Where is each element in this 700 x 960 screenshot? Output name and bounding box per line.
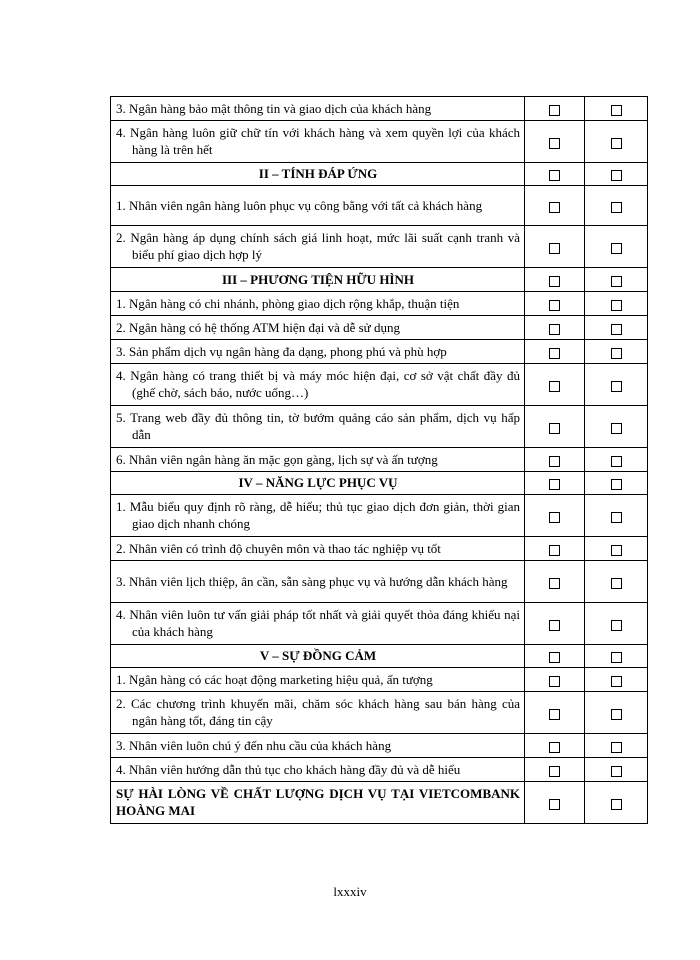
survey-item-row: [111, 668, 648, 692]
section-header-row: [111, 645, 648, 668]
question-text: 3. Ngân hàng bảo mật thông tin và giao dịch của khách hàng: [116, 100, 432, 116]
survey-item-row: [111, 561, 648, 603]
question-text: 1. Nhân viên ngân hàng luôn phục vụ công bằng với tất cả khách hàng: [116, 197, 483, 213]
checkbox-cell-col-1: [525, 668, 585, 692]
checkbox-square-icon[interactable]: [549, 456, 560, 467]
survey-item-row: [111, 97, 648, 121]
question-cell: [111, 316, 525, 340]
survey-item-row: [111, 292, 648, 316]
question-cell: [111, 406, 525, 448]
survey-item-row: [111, 340, 648, 364]
checkbox-cell-col-2: [585, 645, 648, 668]
question-text: 4. Nhân viên luôn tư vấn giải pháp tốt nhất và giải quyết thỏa đáng khiếu nại của khách hàng: [116, 607, 520, 639]
checkbox-square-icon[interactable]: [611, 620, 622, 631]
checkbox-square-icon[interactable]: [611, 456, 622, 467]
question-cell: [111, 603, 525, 645]
survey-item-row: [111, 406, 648, 448]
checkbox-cell-col-2: [585, 121, 648, 163]
question-text: 4. Nhân viên hướng dẫn thủ tục cho khách hàng đầy đủ và dễ hiểu: [116, 761, 461, 777]
question-text: 3. Nhân viên luôn chú ý đến nhu cầu của khách hàng: [116, 737, 392, 753]
page-number: lxxxiv: [333, 884, 367, 899]
checkbox-cell-col-2: [585, 495, 648, 537]
question-cell: [111, 758, 525, 782]
question-cell: [111, 495, 525, 537]
checkbox-square-icon[interactable]: [611, 243, 622, 254]
question-text: 3. Nhân viên lịch thiệp, ân cần, sẵn sàng phục vụ và hướng dẫn khách hàng: [116, 573, 508, 589]
question-cell: [111, 537, 525, 561]
checkbox-square-icon[interactable]: [549, 799, 560, 810]
checkbox-square-icon[interactable]: [611, 423, 622, 434]
question-text: 1. Ngân hàng có các hoạt động marketing hiệu quả, ấn tượng: [116, 671, 433, 687]
question-cell: [111, 364, 525, 406]
question-text: 4. Ngân hàng luôn giữ chữ tín với khách hàng và xem quyền lợi của khách hàng là trên hết: [116, 125, 520, 157]
checkbox-cell-col-1: [525, 782, 585, 824]
checkbox-cell-col-2: [585, 448, 648, 472]
checkbox-cell-col-1: [525, 448, 585, 472]
checkbox-square-icon[interactable]: [611, 381, 622, 392]
question-cell: [111, 186, 525, 226]
checkbox-cell-col-1: [525, 97, 585, 121]
checkbox-square-icon[interactable]: [549, 620, 560, 631]
checkbox-cell-col-1: [525, 340, 585, 364]
checkbox-square-icon[interactable]: [549, 423, 560, 434]
checkbox-cell-col-2: [585, 692, 648, 734]
checkbox-cell-col-1: [525, 603, 585, 645]
question-text: 2. Ngân hàng áp dụng chính sách giá linh hoạt, mức lãi suất cạnh tranh và biểu phí giao dịch hợp lý: [116, 230, 520, 262]
checkbox-cell-col-2: [585, 292, 648, 316]
survey-item-row: [111, 186, 648, 226]
checkbox-cell-col-2: [585, 668, 648, 692]
checkbox-cell-col-2: [585, 163, 648, 186]
question-text: 1. Ngân hàng có chi nhánh, phòng giao dịch rộng khắp, thuận tiện: [116, 295, 460, 311]
survey-item-row: [111, 734, 648, 758]
checkbox-cell-col-1: [525, 561, 585, 603]
checkbox-square-icon[interactable]: [549, 202, 560, 213]
survey-item-row: [111, 758, 648, 782]
checkbox-square-icon[interactable]: [611, 766, 622, 777]
checkbox-square-icon[interactable]: [611, 545, 622, 556]
question-text: 1. Mẫu biểu quy định rõ ràng, dễ hiểu; thủ tục giao dịch đơn giản, thời gian giao dịch nhanh chóng: [116, 499, 520, 531]
question-cell: [111, 448, 525, 472]
section-title: III – PHƯƠNG TIỆN HỮU HÌNH: [221, 271, 414, 287]
checkbox-cell-col-1: [525, 495, 585, 537]
checkbox-square-icon[interactable]: [549, 276, 560, 287]
checkbox-square-icon[interactable]: [611, 799, 622, 810]
question-cell: [111, 782, 525, 824]
question-text: 2. Các chương trình khuyến mãi, chăm sóc khách hàng sau bán hàng của ngân hàng tốt, đáng tin cậy: [116, 696, 520, 728]
checkbox-cell-col-2: [585, 186, 648, 226]
question-cell: [111, 268, 525, 292]
checkbox-square-icon[interactable]: [611, 324, 622, 335]
checkbox-square-icon[interactable]: [549, 381, 560, 392]
checkbox-cell-col-1: [525, 758, 585, 782]
question-text: 2. Nhân viên có trình độ chuyên môn và thao tác nghiệp vụ tốt: [116, 540, 441, 556]
summary-row: [111, 782, 648, 824]
checkbox-cell-col-2: [585, 406, 648, 448]
checkbox-square-icon[interactable]: [549, 578, 560, 589]
checkbox-cell-col-2: [585, 603, 648, 645]
checkbox-square-icon[interactable]: [611, 578, 622, 589]
section-title: II – TÍNH ĐÁP ỨNG: [258, 166, 378, 181]
section-title: V – SỰ ĐỒNG CẢM: [259, 648, 377, 663]
survey-table: [110, 96, 648, 824]
checkbox-cell-col-2: [585, 537, 648, 561]
checkbox-cell-col-2: [585, 561, 648, 603]
checkbox-cell-col-2: [585, 472, 648, 495]
checkbox-cell-col-2: [585, 268, 648, 292]
checkbox-square-icon[interactable]: [611, 479, 622, 490]
checkbox-cell-col-1: [525, 121, 585, 163]
checkbox-cell-col-2: [585, 758, 648, 782]
checkbox-square-icon[interactable]: [549, 348, 560, 359]
checkbox-square-icon[interactable]: [611, 276, 622, 287]
question-cell: [111, 561, 525, 603]
question-cell: [111, 734, 525, 758]
checkbox-cell-col-2: [585, 97, 648, 121]
checkbox-square-icon[interactable]: [611, 348, 622, 359]
checkbox-square-icon[interactable]: [611, 138, 622, 149]
survey-item-row: [111, 692, 648, 734]
question-cell: [111, 340, 525, 364]
checkbox-square-icon[interactable]: [549, 324, 560, 335]
checkbox-cell-col-1: [525, 268, 585, 292]
question-cell: [111, 121, 525, 163]
checkbox-square-icon[interactable]: [549, 105, 560, 116]
question-cell: [111, 668, 525, 692]
survey-item-row: [111, 603, 648, 645]
checkbox-cell-col-1: [525, 364, 585, 406]
checkbox-cell-col-1: [525, 734, 585, 758]
checkbox-square-icon[interactable]: [549, 170, 560, 181]
checkbox-cell-col-1: [525, 316, 585, 340]
checkbox-cell-col-1: [525, 472, 585, 495]
checkbox-square-icon[interactable]: [549, 766, 560, 777]
section-header-row: [111, 163, 648, 186]
question-text: 6. Nhân viên ngân hàng ăn mặc gọn gàng, lịch sự và ấn tượng: [116, 451, 438, 467]
survey-item-row: [111, 364, 648, 406]
checkbox-square-icon[interactable]: [611, 202, 622, 213]
checkbox-square-icon[interactable]: [549, 512, 560, 523]
checkbox-square-icon[interactable]: [611, 105, 622, 116]
question-cell: [111, 692, 525, 734]
checkbox-cell-col-2: [585, 782, 648, 824]
section-header-row: [111, 268, 648, 292]
section-header-row: [111, 472, 648, 495]
checkbox-square-icon[interactable]: [611, 512, 622, 523]
question-cell: [111, 163, 525, 186]
survey-item-row: [111, 226, 648, 268]
checkbox-cell-col-1: [525, 186, 585, 226]
checkbox-square-icon[interactable]: [549, 676, 560, 687]
question-cell: [111, 292, 525, 316]
checkbox-square-icon[interactable]: [549, 709, 560, 720]
checkbox-square-icon[interactable]: [611, 742, 622, 753]
survey-item-row: [111, 537, 648, 561]
question-cell: [111, 97, 525, 121]
checkbox-square-icon[interactable]: [549, 138, 560, 149]
checkbox-cell-col-1: [525, 163, 585, 186]
section-title: IV – NĂNG LỰC PHỤC VỤ: [238, 475, 398, 490]
checkbox-cell-col-1: [525, 645, 585, 668]
checkbox-square-icon[interactable]: [549, 742, 560, 753]
checkbox-square-icon[interactable]: [549, 545, 560, 556]
checkbox-square-icon[interactable]: [611, 652, 622, 663]
survey-table-body: [111, 97, 648, 824]
checkbox-square-icon[interactable]: [611, 709, 622, 720]
question-text: 4. Ngân hàng có trang thiết bị và máy móc hiện đại, cơ sở vật chất đầy đủ (ghế chờ, sách báo, nước uống…): [116, 368, 520, 400]
checkbox-square-icon[interactable]: [611, 300, 622, 311]
question-cell: [111, 226, 525, 268]
checkbox-square-icon[interactable]: [611, 676, 622, 687]
question-cell: [111, 645, 525, 668]
checkbox-cell-col-2: [585, 734, 648, 758]
survey-item-row: [111, 316, 648, 340]
summary-label: SỰ HÀI LÒNG VỀ CHẤT LƯỢNG DỊCH VỤ TẠI VIETCOMBANK HOÀNG MAI: [116, 786, 520, 818]
checkbox-square-icon[interactable]: [549, 243, 560, 254]
checkbox-cell-col-2: [585, 316, 648, 340]
checkbox-square-icon[interactable]: [549, 300, 560, 311]
checkbox-square-icon[interactable]: [611, 170, 622, 181]
survey-item-row: [111, 121, 648, 163]
checkbox-cell-col-2: [585, 364, 648, 406]
checkbox-square-icon[interactable]: [549, 652, 560, 663]
survey-item-row: [111, 495, 648, 537]
checkbox-cell-col-1: [525, 226, 585, 268]
question-text: 3. Sản phẩm dịch vụ ngân hàng đa dạng, phong phú và phù hợp: [116, 343, 447, 359]
checkbox-cell-col-1: [525, 537, 585, 561]
checkbox-square-icon[interactable]: [549, 479, 560, 490]
checkbox-cell-col-2: [585, 226, 648, 268]
question-cell: [111, 472, 525, 495]
survey-item-row: [111, 448, 648, 472]
checkbox-cell-col-1: [525, 692, 585, 734]
question-text: 5. Trang web đầy đủ thông tin, tờ bướm quảng cáo sản phẩm, dịch vụ hấp dẫn: [116, 410, 520, 442]
checkbox-cell-col-1: [525, 292, 585, 316]
checkbox-cell-col-2: [585, 340, 648, 364]
question-text: 2. Ngân hàng có hệ thống ATM hiện đại và dễ sử dụng: [116, 319, 400, 335]
checkbox-cell-col-1: [525, 406, 585, 448]
